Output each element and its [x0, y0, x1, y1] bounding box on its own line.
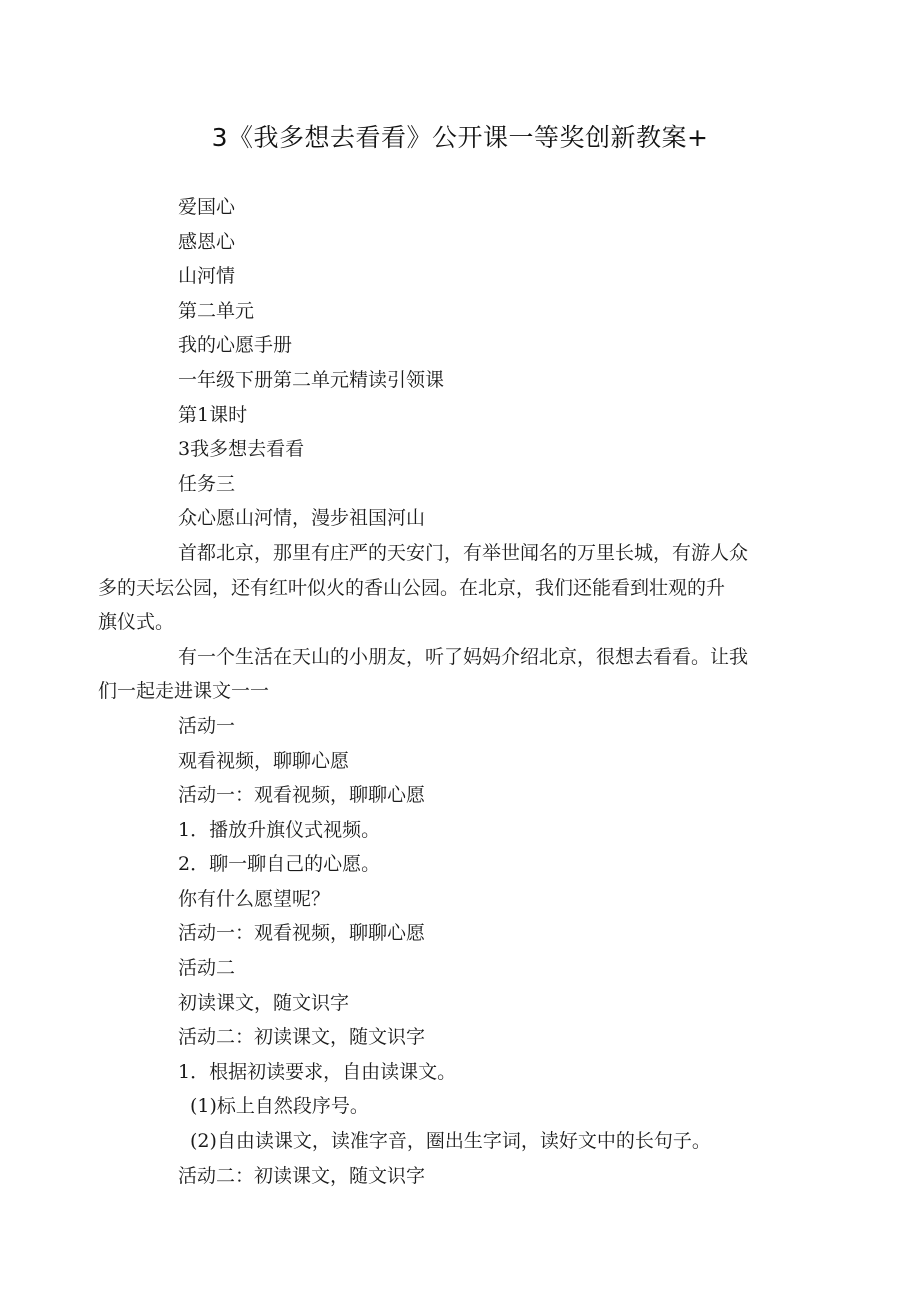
text-line: 初读课文，随文识字 — [178, 991, 350, 1014]
paragraph-line: 有一个生活在天山的小朋友，听了妈妈介绍北京，很想去看看。让我 — [178, 645, 749, 668]
text-line: 众心愿山河情，漫步祖国河山 — [178, 507, 426, 530]
sub-list-item: (1)标上自然段序号。 — [190, 1095, 369, 1118]
text-line: 我的心愿手册 — [178, 334, 293, 357]
paragraph-beijing — [98, 536, 798, 640]
list-item: 1．播放升旗仪式视频。 — [178, 818, 381, 841]
text-line: 第二单元 — [178, 299, 255, 322]
text-line: 任务三 — [178, 472, 236, 495]
paragraph-line: 们一起走进课文一一 — [98, 680, 270, 703]
text-line: 爱国心 — [178, 196, 236, 218]
document-title: 3《我多想去看看》公开课一等奖创新教案+ — [211, 123, 709, 152]
text-line: 感恩心 — [178, 230, 236, 253]
text-line: 活动二：初读课文，随文识字 — [178, 1026, 426, 1049]
text-line: 活动一 — [178, 714, 236, 737]
text-line: 3我多想去看看 — [178, 438, 305, 461]
paragraph-line: 旗仪式。 — [98, 611, 175, 634]
text-line: 活动一：观看视频，聊聊心愿 — [178, 784, 426, 807]
paragraph-tianshan — [98, 640, 798, 709]
text-line: 你有什么愿望呢？ — [178, 887, 331, 910]
paragraph-line: 多的天坛公园，还有红叶似火的香山公园。在北京，我们还能看到壮观的升 — [98, 576, 726, 599]
text-line: 活动二：初读课文，随文识字 — [178, 1164, 426, 1187]
text-line: 一年级下册第二单元精读引领课 — [178, 368, 445, 391]
text-line: 第1课时 — [178, 403, 248, 426]
text-line: 活动一：观看视频，聊聊心愿 — [178, 922, 426, 945]
document-body — [98, 190, 798, 1193]
text-line: 山河情 — [178, 265, 236, 288]
text-line: 观看视频，聊聊心愿 — [178, 749, 350, 772]
sub-list-item: (2)自由读课文，读准字音，圈出生字词，读好文中的长句子。 — [190, 1130, 711, 1153]
text-line: 活动二 — [178, 957, 236, 980]
paragraph-line: 首都北京，那里有庄严的天安门，有举世闻名的万里长城，有游人众 — [178, 541, 749, 564]
list-item: 1．根据初读要求，自由读课文。 — [178, 1060, 457, 1083]
list-item: 2．聊一聊自己的心愿。 — [178, 853, 381, 876]
